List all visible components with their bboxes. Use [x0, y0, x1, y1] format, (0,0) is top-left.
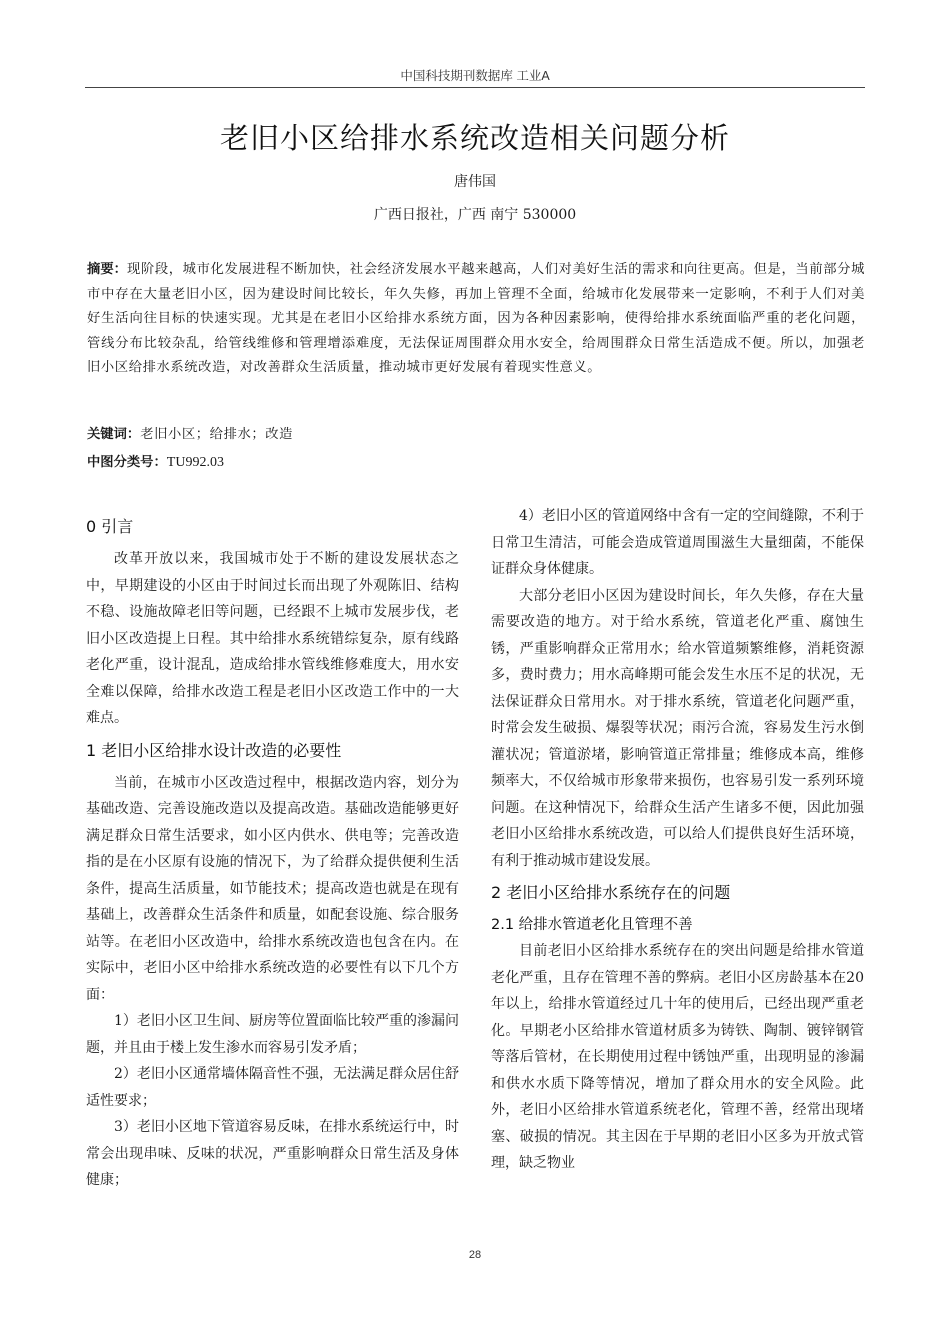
header-rule [85, 87, 865, 88]
paragraph: 改革开放以来，我国城市处于不断的建设发展状态之中，早期建设的小区由于时间过长而出现了外观陈旧、结构不稳、设施故障老旧等问题，已经跟不上城市发展步伐，老旧小区改造提上日程。其中给排水系统错综复杂，原有线路老化严重，设计混乱，造成给排水管线维修难度大，用水安全难以保障，给排水改造工程是老旧小区改造工作中的一大难点。 [86, 551, 459, 726]
abstract-label: 摘要： [87, 262, 127, 277]
list-item: 1）老旧小区卫生间、厨房等位置面临比较严重的渗漏问题，并且由于楼上发生渗水而容易引发矛盾； [86, 1013, 459, 1056]
affiliation: 广西日报社，广西 南宁 530000 [373, 207, 577, 223]
keywords [87, 423, 865, 442]
section-heading-1: 1 老旧小区给排水设计改造的必要性 [86, 740, 342, 760]
abstract-text: 现阶段，城市化发展进程不断加快，社会经济发展水平越来越高，人们对美好生活的需求和向往更高。但是，当前部分城市中存在大量老旧小区，因为建设时间比较长，年久失修，再加上管理不全面，给城市化发展带来一定影响，不利于人们对美好生活向往目标的快速实现。尤其是在老旧小区给排水系统方面，因为各种因素影响，使得给排水系统面临严重的老化问题，管线分布比较杂乱，给管线维修和管理增添难度，无法保证周围群众用水安全，给周围群众日常生活造成不便。所以，加强老旧小区给排水系统改造，对改善群众生活质量，推动城市更好发展有着现实性意义。 [87, 262, 865, 376]
journal-header: 中国科技期刊数据库 工业A [400, 69, 550, 83]
section-heading-2: 2 老旧小区给排水系统存在的问题 [491, 883, 731, 902]
list-item: 4）老旧小区的管道网络中含有一定的空间缝隙，不利于日常卫生清洁，可能会造成管道周围滋生大量细菌，不能保证群众身体健康。 [491, 508, 864, 577]
right-column [491, 503, 864, 1177]
list-item: 3）老旧小区地下管道容易反味，在排水系统运行中，时常会出现串味、反味的状况，严重影响群众日常生活及身体健康； [86, 1119, 459, 1188]
page-number: 28 [468, 1249, 482, 1261]
section-heading-intro: 0 引言 [86, 517, 134, 536]
clc-label: 中图分类号： [87, 455, 167, 470]
keywords-label: 关键词： [87, 427, 141, 442]
paragraph: 目前老旧小区给排水系统存在的突出问题是给排水管道老化严重，且存在管理不善的弊病。老旧小区房龄基本在20年以上，给排水管道经过几十年的使用后，已经出现严重老化。早期老小区给排水管道材质多为铸铁、陶制、镀锌钢管等落后管材，在长期使用过程中锈蚀严重，出现明显的渗漏和供水水质下降等情况，增加了群众用水的安全风险。此外，老旧小区给排水管道系统老化，管理不善，经常出现堵塞、破损的情况。其主因在于早期的老旧小区多为开放式管理，缺乏物业 [491, 943, 864, 1171]
left-column [86, 508, 459, 1194]
subsection-heading-2-1: 2.1 给排水管道老化且管理不善 [491, 917, 693, 933]
paragraph: 大部分老旧小区因为建设时间长，年久失修，存在大量需要改造的地方。对于给水系统，管道老化严重、腐蚀生锈，严重影响群众正常用水；给水管道频繁维修，消耗资源多，费时费力；用水高峰期可能会发生水压不足的状况，无法保证群众日常用水。对于排水系统，管道老化问题严重，时常会发生破损、爆裂等状况；雨污合流，容易发生污水倒灌状况；管道淤堵，影响管道正常排量；维修成本高，维修频率大，不仅给城市形象带来损伤，也容易引发一系列环境问题。在这种情况下，给群众生活产生诸多不便，因此加强老旧小区给排水系统改造，可以给人们提供良好生活环境，有利于推动城市建设发展。 [491, 587, 864, 869]
list-item: 2）老旧小区通常墙体隔音性不强，无法满足群众居住舒适性要求； [86, 1066, 459, 1109]
author: 唐伟国 [454, 174, 496, 190]
clc-text: TU992.03 [166, 455, 224, 470]
classification-code [87, 451, 865, 471]
paper-title: 老旧小区给排水系统改造相关问题分析 [219, 121, 730, 155]
abstract [87, 258, 865, 381]
keywords-text: 老旧小区；给排水；改造 [140, 427, 294, 442]
paragraph: 当前，在城市小区改造过程中，根据改造内容，划分为基础改造、完善设施改造以及提高改造。基础改造能够更好满足群众日常生活要求，如小区内供水、供电等；完善改造指的是在小区原有设施的情况下，为了给群众提供便利生活条件，提高生活质量，如节能技术；提高改造也就是在现有基础上，改善群众生活条件和质量，如配套设施、综合服务站等。在老旧小区改造中，给排水系统改造也包含在内。在实际中，老旧小区中给排水系统改造的必要性有以下几个方面： [86, 774, 459, 1003]
